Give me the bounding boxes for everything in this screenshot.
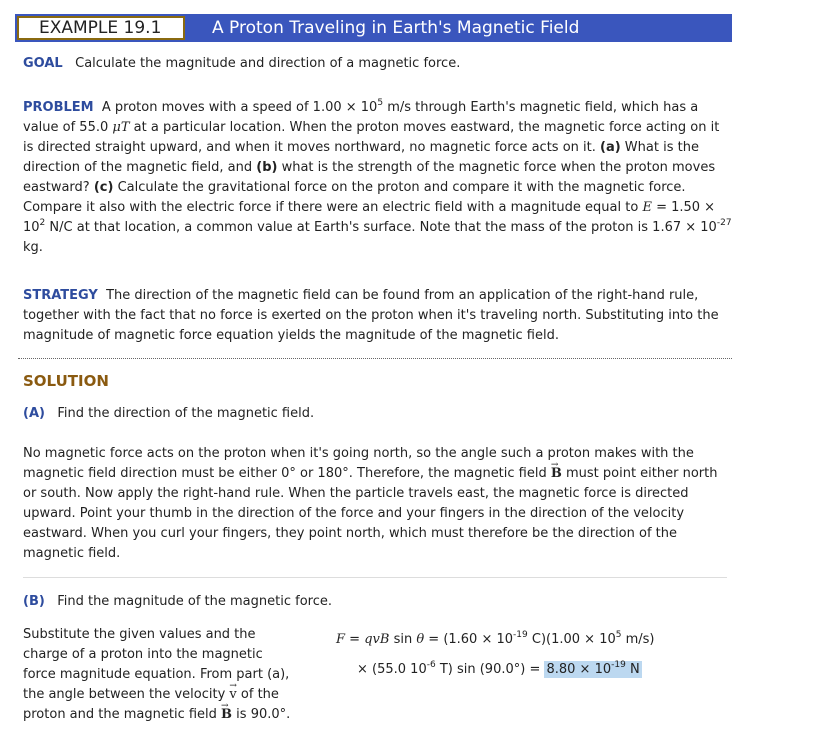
vector-v: → v bbox=[229, 685, 236, 705]
exponent: 2 bbox=[39, 218, 46, 228]
part-b-explanation bbox=[23, 625, 293, 725]
part-c-marker: (c) bbox=[93, 180, 114, 195]
example-number: EXAMPLE 19.1 bbox=[17, 16, 185, 40]
equation-text: T) sin (90.0°) = bbox=[435, 662, 545, 677]
problem-text: What is the direction of the magnetic field, and bbox=[23, 140, 699, 175]
problem-label: PROBLEM bbox=[23, 100, 94, 115]
strategy-paragraph bbox=[23, 286, 733, 346]
goal-label: GOAL bbox=[23, 56, 63, 71]
unit-microtesla: μT bbox=[112, 120, 130, 135]
part-b-label: (B) bbox=[23, 594, 45, 609]
solution-heading: SOLUTION bbox=[23, 372, 109, 390]
example-header bbox=[15, 14, 732, 42]
exponent: -6 bbox=[426, 660, 436, 670]
section-divider bbox=[18, 358, 732, 359]
equation-text: × (55.0 10 bbox=[357, 662, 427, 677]
problem-text: kg. bbox=[23, 240, 43, 255]
part-b-marker: (b) bbox=[256, 160, 278, 175]
problem-text: = 1.50 × 10 bbox=[23, 200, 716, 235]
problem-text: A proton moves with a speed of 1.00 × 10 bbox=[101, 100, 378, 115]
problem-text: Calculate the gravitational force on the proton and compare it with the magnetic force. Compare it also with the electric force if there were an electric field with a magnitude equal to bbox=[23, 180, 686, 215]
symbol-f: F bbox=[336, 632, 346, 647]
symbol-e: E bbox=[642, 200, 652, 215]
exponent: 5 bbox=[377, 98, 384, 108]
part-a-label: (A) bbox=[23, 406, 45, 421]
goal-paragraph bbox=[23, 54, 733, 74]
vector-b: → B bbox=[221, 705, 232, 725]
problem-text: what is the strength of the magnetic force when the proton moves eastward? bbox=[23, 160, 716, 195]
part-a-task-text: Find the direction of the magnetic field. bbox=[57, 406, 315, 421]
equation-text: sin bbox=[389, 632, 417, 647]
answer-unit: N bbox=[625, 662, 640, 677]
symbol-qvb: qvB bbox=[364, 632, 390, 647]
answer-value: 8.80 × 10 bbox=[546, 662, 612, 677]
problem-text: at a particular location. When the proton moves eastward, the magnetic force acting on it is directed straight upward, and when it moves northward, no magnetic force acts on it. bbox=[23, 120, 720, 155]
part-b-text: Substitute the given values and the charge of a proton into the magnetic force magnitude equation. From part (a), the angle between the velocity bbox=[23, 627, 290, 702]
equation-text: m/s) bbox=[621, 632, 655, 647]
exponent: -19 bbox=[611, 660, 626, 670]
part-b-text: is 90.0°. bbox=[232, 707, 291, 722]
part-b-task bbox=[23, 592, 733, 612]
example-title: A Proton Traveling in Earth's Magnetic Field bbox=[212, 18, 580, 38]
equation-text: C)(1.00 × 10 bbox=[527, 632, 616, 647]
part-a-explanation bbox=[23, 444, 733, 564]
part-separator bbox=[23, 577, 727, 578]
strategy-label: STRATEGY bbox=[23, 288, 98, 303]
equation-text: = (1.60 × 10 bbox=[424, 632, 514, 647]
answer-highlight bbox=[544, 661, 641, 678]
problem-text: N/C at that location, a common value at Earth's surface. Note that the mass of the proton is 1.67 × 10 bbox=[45, 220, 717, 235]
goal-text: Calculate the magnitude and direction of a magnetic force. bbox=[75, 56, 461, 71]
symbol-theta: θ bbox=[416, 632, 425, 647]
exponent: -27 bbox=[716, 218, 732, 228]
part-a-marker: (a) bbox=[600, 140, 621, 155]
part-b-text: of the proton and the magnetic field bbox=[23, 687, 279, 722]
equation-line-1 bbox=[336, 630, 655, 650]
equation-text: = bbox=[345, 632, 365, 647]
strategy-text: The direction of the magnetic field can be found from an application of the right-hand rule, together with the fact that no force is exerted on the proton when it's traveling north. Substituting into the magnitude of magnetic force equation yields the magnitude of the magnetic field. bbox=[23, 288, 719, 343]
part-a-text: No magnetic force acts on the proton when it's going north, so the angle such a proton makes with the magnetic field direction must be either 0° or 180°. Therefore, the magnetic field bbox=[23, 446, 694, 481]
vector-b: → B bbox=[551, 464, 562, 484]
exponent: 5 bbox=[615, 630, 622, 640]
problem-paragraph bbox=[23, 98, 733, 258]
exponent: -19 bbox=[513, 630, 528, 640]
problem-text: m/s through Earth's magnetic field, which has a value of 55.0 bbox=[23, 100, 699, 135]
part-a-task bbox=[23, 404, 733, 424]
part-b-task-text: Find the magnitude of the magnetic force. bbox=[57, 594, 332, 609]
equation-line-2 bbox=[357, 660, 642, 680]
part-a-text: must point either north or south. Now apply the right-hand rule. When the particle travels east, the magnetic force is directed upward. Point your thumb in the direction of the force and your fingers in the direction of the velocity eastward. When you curl your fingers, they point north, which must therefore be the direction of the magnetic field. bbox=[23, 466, 718, 561]
